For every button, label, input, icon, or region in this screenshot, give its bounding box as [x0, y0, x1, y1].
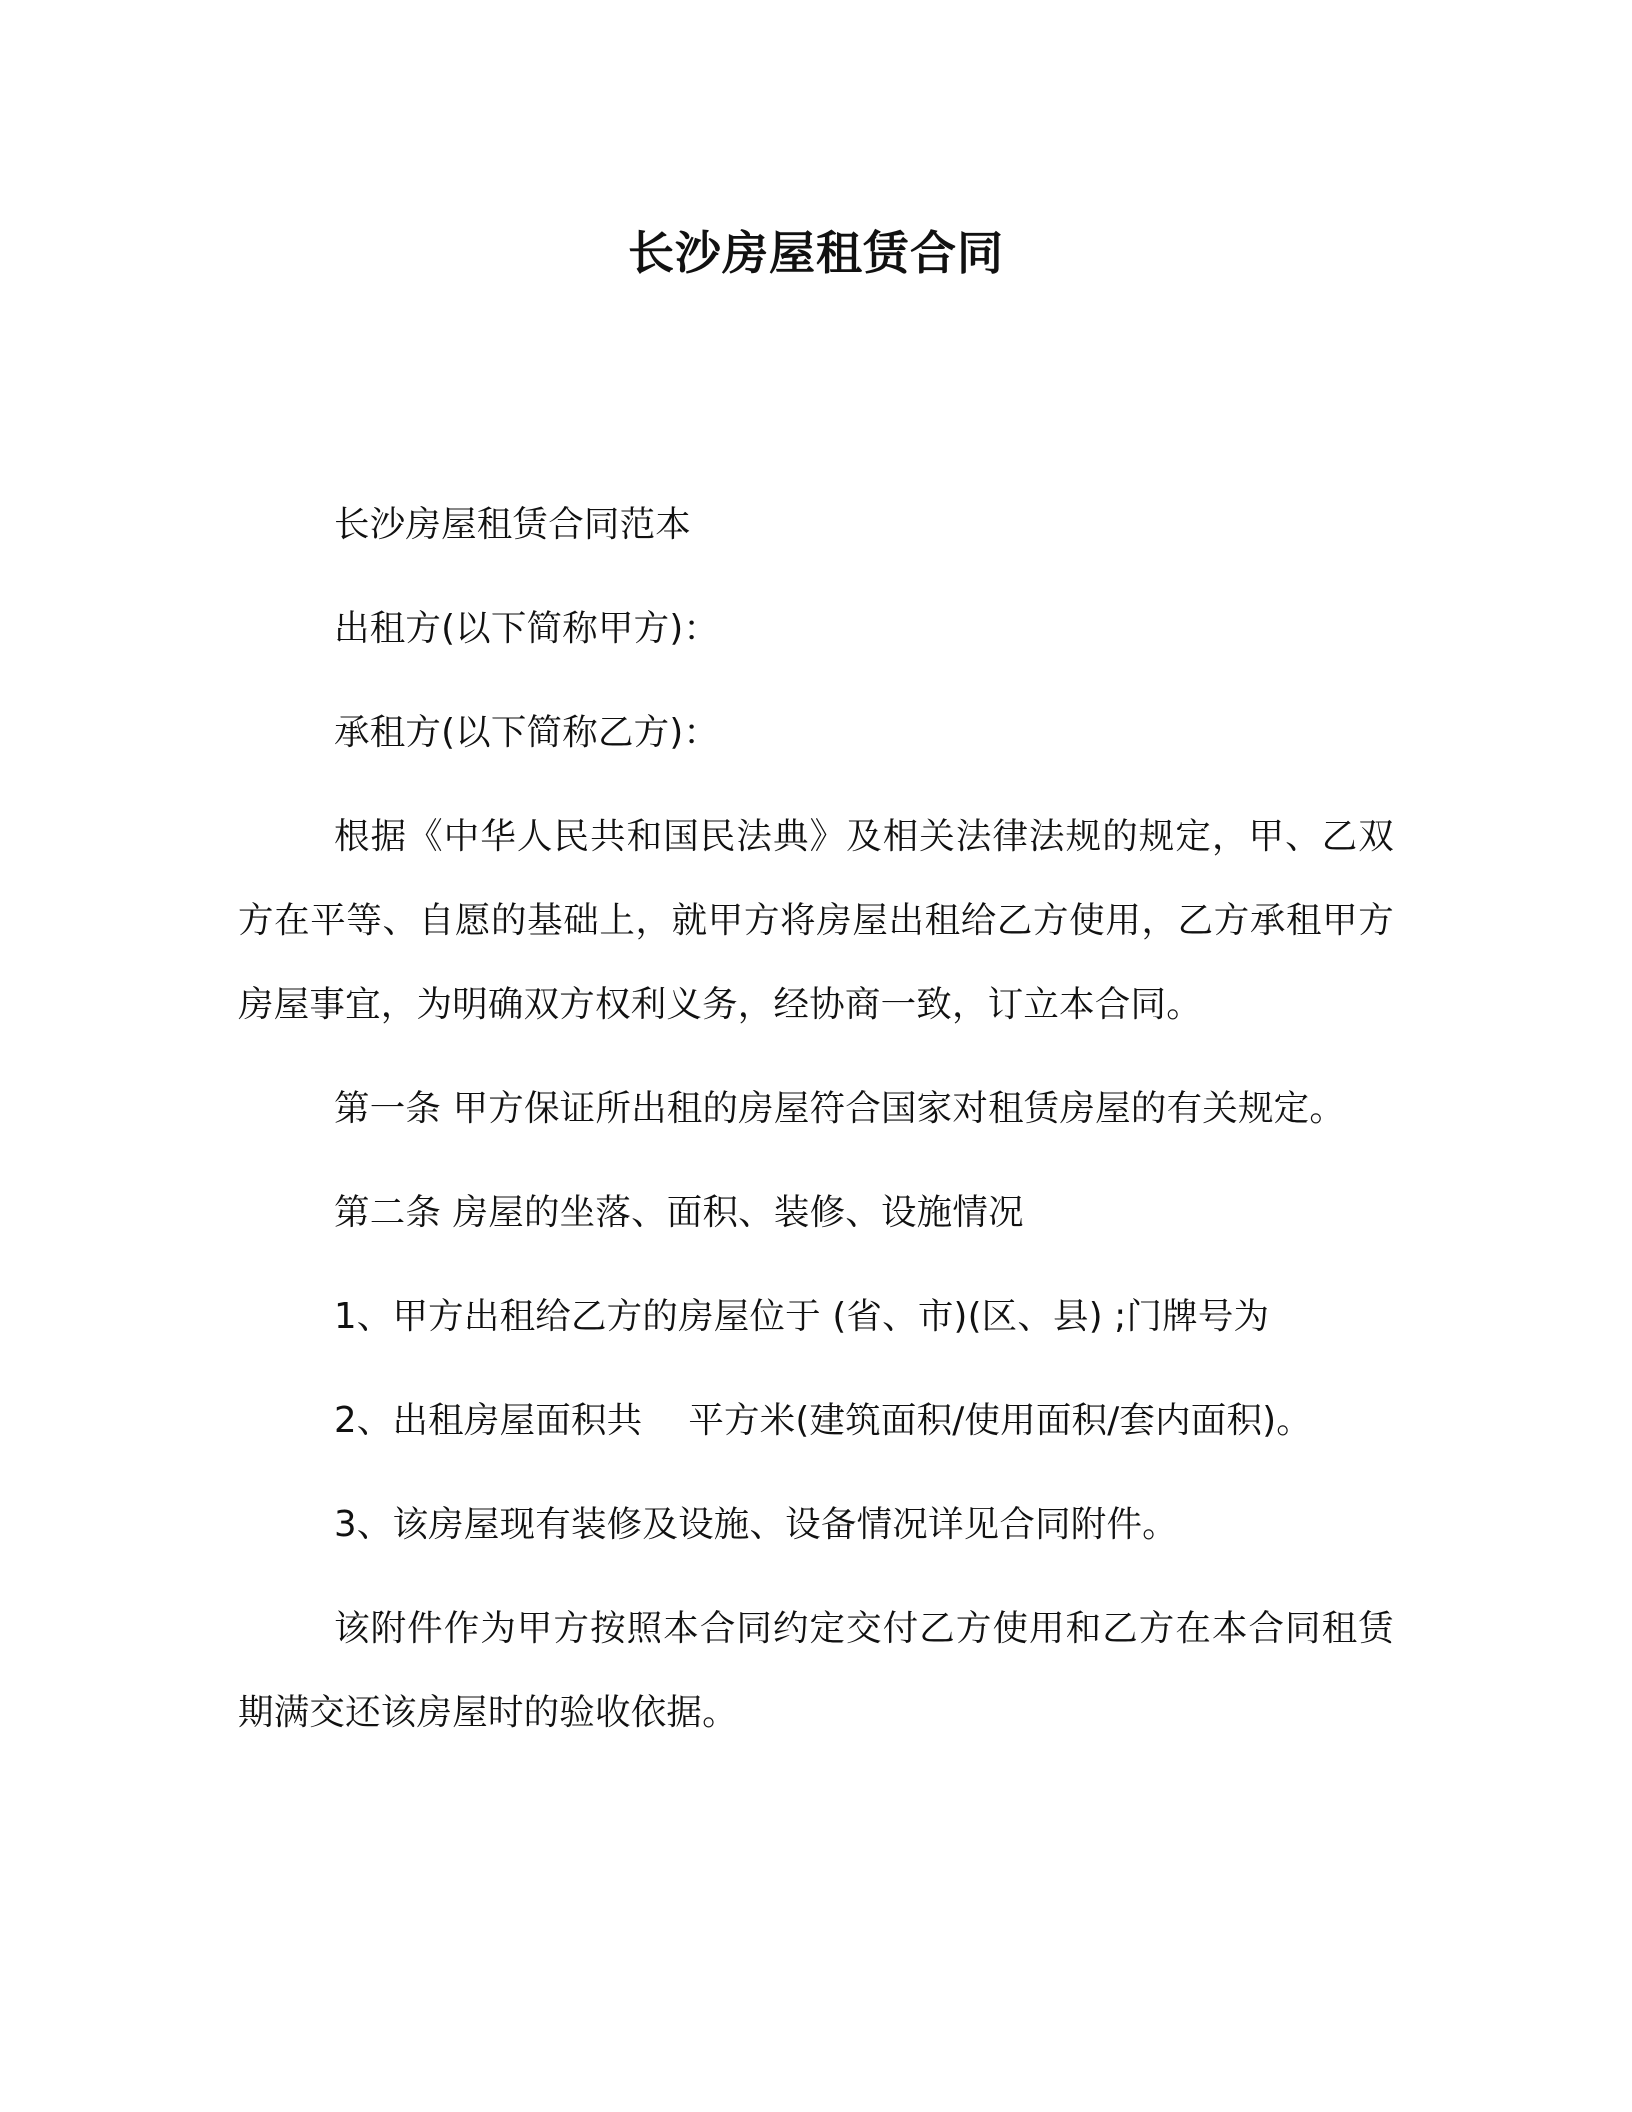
document-body	[238, 483, 1394, 1775]
paragraph-article-1: 第一条 甲方保证所出租的房屋符合国家对租赁房屋的有关规定。	[334, 1088, 1346, 1129]
paragraph-preamble: 根据《中华人民共和国民法典》及相关法律法规的规定，甲、乙双方在平等、自愿的基础上，就甲方将房屋出租给乙方使用，乙方承租甲方房屋事宜，为明确双方权利义务，经协商一致，订立本合同。	[238, 816, 1394, 1025]
paragraph-appendix-note: 该附件作为甲方按照本合同约定交付乙方使用和乙方在本合同租赁期满交还该房屋时的验收依据。	[238, 1608, 1394, 1733]
paragraph-article-2: 第二条 房屋的坐落、面积、装修、设施情况	[334, 1192, 1024, 1233]
paragraph-lessor: 出租方(以下简称甲方)：	[334, 608, 720, 649]
paragraph-lessee: 承租方(以下简称乙方)：	[334, 712, 720, 753]
paragraph-item-3: 3、该房屋现有装修及设施、设备情况详见合同附件。	[334, 1504, 1178, 1545]
paragraph-item-2: 2、出租房屋面积共 平方米(建筑面积/使用面积/套内面积)。	[334, 1400, 1312, 1441]
paragraph-template-name: 长沙房屋租赁合同范本	[334, 504, 692, 545]
document-title: 长沙房屋租赁合同	[628, 226, 1004, 280]
paragraph-item-1: 1、甲方出租给乙方的房屋位于 (省、市)(区、县) ;门牌号为	[334, 1296, 1270, 1337]
